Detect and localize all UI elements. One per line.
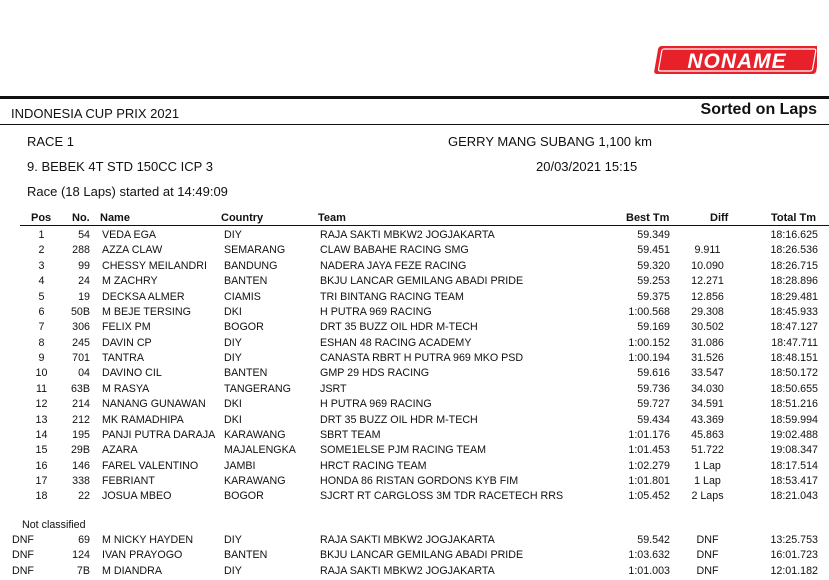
cell-team: BKJU LANCAR GEMILANG ABADI PRIDE (320, 549, 524, 562)
cell-best: 59.253 (637, 275, 670, 288)
sort-label: Sorted on Laps (700, 101, 817, 118)
table-row (0, 320, 829, 335)
header-rule (0, 96, 829, 99)
cell-total: 18:51.216 (770, 398, 818, 411)
cell-total: 18:47.127 (770, 321, 818, 334)
cell-pos: 16 (35, 459, 48, 472)
cell-country: MAJALENGKA (224, 444, 296, 457)
table-row (0, 274, 829, 289)
cell-pos: 14 (35, 428, 48, 441)
cell-team: SBRT TEAM (320, 428, 381, 441)
cell-no: 69 (78, 534, 90, 546)
cell-total: 18:26.715 (770, 259, 818, 272)
cell-best: 1:00.568 (628, 305, 670, 318)
results-table (0, 228, 829, 505)
cell-best: 59.736 (637, 382, 670, 395)
cell-total: 19:02.488 (770, 428, 818, 441)
cell-pos: 13 (35, 413, 48, 426)
cell-total: 18:59.994 (770, 413, 818, 426)
cell-no: 338 (72, 475, 90, 487)
cell-country: DIY (224, 336, 242, 349)
cell-total: 18:29.481 (770, 290, 818, 303)
table-row (0, 336, 829, 351)
cell-total: 18:50.655 (770, 382, 818, 395)
cell-pos: DNF (12, 564, 34, 577)
cell-no: 214 (72, 398, 90, 411)
cell-no: 701 (72, 352, 90, 364)
cell-name: IVAN PRAYOGO (102, 549, 183, 562)
table-row (0, 413, 829, 428)
cell-diff: 31.086 (691, 336, 724, 349)
cell-best: 1:02.279 (628, 459, 670, 472)
cell-name: AZARA (102, 444, 138, 457)
cell-diff: 31.526 (691, 352, 724, 364)
cell-country: BOGOR (224, 321, 264, 334)
cell-diff: 12.856 (691, 290, 724, 303)
cell-no: 99 (78, 259, 90, 272)
cell-diff: 51.722 (691, 444, 724, 457)
col-pos: Pos (31, 212, 52, 224)
cell-total: 19:08.347 (770, 444, 818, 457)
cell-country: DKI (224, 398, 242, 411)
cell-no: 50B (70, 305, 90, 318)
cell-no: 63B (70, 382, 90, 395)
cell-pos: 1 (38, 229, 45, 241)
cell-country: DKI (224, 305, 242, 318)
cell-country: TANGERANG (224, 382, 291, 395)
cell-name: MK RAMADHIPA (102, 413, 184, 426)
cell-diff: 10.090 (691, 259, 724, 272)
cell-best: 1:01.176 (628, 428, 670, 441)
cell-country: CIAMIS (224, 290, 261, 303)
cell-diff: DNF (696, 564, 719, 577)
col-total: Total Tm (771, 212, 817, 224)
race-start: Race (18 Laps) started at 14:49:09 (27, 184, 228, 199)
cell-best: 59.375 (637, 290, 670, 303)
table-row (0, 533, 829, 548)
cell-name: PANJI PUTRA DARAJA (102, 428, 216, 441)
col-country: Country (221, 212, 264, 224)
table-row (0, 228, 829, 243)
cell-pos: 7 (38, 321, 45, 334)
race-datetime: 20/03/2021 15:15 (536, 159, 638, 174)
table-row (0, 428, 829, 443)
cell-pos: 11 (35, 382, 48, 395)
cell-team: H PUTRA 969 RACING (320, 398, 432, 411)
cell-pos: 4 (38, 275, 45, 288)
cell-no: 212 (72, 413, 90, 426)
cell-team: ESHAN 48 RACING ACADEMY (320, 336, 472, 349)
cell-no: 288 (72, 244, 90, 257)
table-row (0, 548, 829, 563)
col-team: Team (318, 212, 346, 224)
cell-name: FEBRIANT (102, 475, 155, 487)
race-name: RACE 1 (27, 134, 74, 149)
col-diff: Diff (710, 212, 729, 224)
cell-pos: DNF (12, 534, 34, 546)
cell-pos: 2 (38, 244, 45, 257)
table-row (0, 564, 829, 579)
cell-team: H PUTRA 969 RACING (320, 305, 432, 318)
cell-team: DRT 35 BUZZ OIL HDR M-TECH (320, 413, 478, 426)
race-venue: GERRY MANG SUBANG 1,100 km (448, 134, 652, 149)
cell-team: TRI BINTANG RACING TEAM (320, 290, 464, 303)
cell-no: 19 (78, 290, 90, 303)
cell-country: KARAWANG (224, 428, 286, 441)
cell-team: DRT 35 BUZZ OIL HDR M-TECH (320, 321, 478, 334)
table-row (0, 305, 829, 320)
cell-best: 59.169 (637, 321, 670, 334)
cell-no: 245 (72, 336, 90, 349)
cell-pos: 17 (35, 475, 48, 487)
cell-name: DAVINO CIL (102, 367, 162, 380)
noname-logo (651, 44, 817, 76)
cell-diff: 29.308 (691, 305, 724, 318)
cell-no: 306 (72, 321, 90, 334)
cell-diff: 34.030 (691, 382, 724, 395)
cell-country: BANTEN (224, 275, 268, 288)
cell-name: AZZA CLAW (102, 244, 163, 257)
table-row (0, 382, 829, 397)
cell-country: KARAWANG (224, 475, 286, 487)
table-row (0, 243, 829, 258)
cell-country: DIY (224, 352, 242, 364)
cell-diff: 43.369 (691, 413, 724, 426)
cell-name: M DIANDRA (102, 564, 162, 577)
cell-country: DIY (224, 564, 242, 577)
table-row (0, 459, 829, 474)
cell-name: JOSUA MBEO (102, 490, 172, 503)
col-no: No. (72, 212, 90, 224)
cell-total: 18:47.711 (771, 336, 818, 349)
cell-best: 59.320 (637, 259, 670, 272)
cell-pos: 3 (38, 259, 45, 272)
cell-name: M NICKY HAYDEN (102, 534, 194, 546)
cell-pos: 10 (35, 367, 48, 380)
cell-team: CLAW BABAHE RACING SMG (320, 244, 469, 257)
cell-best: 1:01.453 (628, 444, 670, 457)
cell-pos: 12 (35, 398, 48, 411)
cell-pos: DNF (12, 549, 34, 562)
cell-pos: 15 (35, 444, 48, 457)
cell-pos: 6 (38, 305, 45, 318)
cell-pos: 18 (35, 490, 48, 503)
cell-best: 1:01.003 (628, 564, 670, 577)
table-row (0, 443, 829, 458)
cell-best: 59.451 (637, 244, 670, 257)
cell-best: 59.727 (637, 398, 670, 411)
cell-total: 12:01.182 (770, 564, 818, 577)
cell-name: M ZACHRY (102, 275, 158, 288)
cell-pos: 8 (38, 336, 45, 349)
cell-best: 59.616 (637, 367, 670, 380)
cell-name: TANTRA (102, 352, 144, 364)
cell-pos: 9 (38, 352, 45, 364)
cell-name: NANANG GUNAWAN (102, 398, 206, 411)
cell-team: GMP 29 HDS RACING (320, 367, 430, 380)
cell-pos: 5 (38, 290, 45, 303)
header-underline (0, 124, 829, 125)
cell-name: VEDA EGA (102, 229, 157, 241)
cell-best: 59.542 (637, 534, 670, 546)
table-row (0, 489, 829, 504)
cell-country: DIY (224, 534, 242, 546)
col-best: Best Tm (626, 212, 670, 224)
cell-best: 1:05.452 (628, 490, 670, 503)
cell-diff: 1 Lap (694, 475, 721, 487)
cell-best: 1:03.632 (628, 549, 670, 562)
not-classified-table (0, 533, 829, 579)
cell-country: BANDUNG (224, 259, 278, 272)
cell-best: 59.434 (637, 413, 670, 426)
cell-team: RAJA SAKTI MBKW2 JOGJAKARTA (320, 534, 495, 546)
table-row (0, 351, 829, 366)
cell-country: BANTEN (224, 367, 268, 380)
cell-diff: 12.271 (691, 275, 724, 288)
race-class: 9. BEBEK 4T STD 150CC ICP 3 (27, 159, 213, 174)
cell-no: 24 (78, 275, 90, 288)
cell-name: M RASYA (102, 382, 150, 395)
cell-diff: 30.502 (691, 321, 724, 334)
cell-country: SEMARANG (224, 244, 286, 257)
cell-country: BANTEN (224, 549, 268, 562)
cell-diff: 1 Lap (694, 459, 721, 472)
cell-total: 18:26.536 (770, 244, 818, 257)
cell-no: 22 (78, 490, 90, 503)
cell-diff: 9.911 (694, 244, 721, 257)
cell-team: SOME1ELSE PJM RACING TEAM (320, 444, 487, 457)
table-row (0, 259, 829, 274)
table-row (0, 474, 829, 489)
cell-name: DECKSA ALMER (102, 290, 185, 303)
cell-name: CHESSY MEILANDRI (102, 259, 207, 272)
table-row (0, 397, 829, 412)
cell-name: FELIX PM (102, 321, 151, 334)
cell-no: 195 (72, 428, 90, 441)
cell-name: FAREL VALENTINO (102, 459, 199, 472)
cell-total: 18:16.625 (770, 229, 818, 241)
logo-text: NONAME (687, 50, 787, 73)
cell-team: HONDA 86 RISTAN GORDONS KYB FIM (320, 475, 519, 487)
cell-team: RAJA SAKTI MBKW2 JOGJAKARTA (320, 229, 495, 241)
cell-team: HRCT RACING TEAM (320, 459, 427, 472)
cell-no: 146 (72, 459, 90, 472)
cell-country: JAMBI (224, 459, 256, 472)
cell-total: 18:53.417 (770, 475, 818, 487)
cell-country: BOGOR (224, 490, 264, 503)
cell-total: 16:01.723 (770, 549, 818, 562)
table-row (0, 290, 829, 305)
cell-country: DKI (224, 413, 242, 426)
cell-total: 18:21.043 (770, 490, 818, 503)
col-name: Name (100, 212, 130, 224)
cell-no: 124 (72, 549, 90, 562)
cell-no: 04 (78, 367, 90, 380)
cell-team: JSRT (320, 382, 347, 395)
cell-total: 18:45.933 (770, 305, 818, 318)
cell-team: RAJA SAKTI MBKW2 JOGJAKARTA (320, 564, 495, 577)
table-row (0, 366, 829, 381)
cell-name: M BEJE TERSING (102, 305, 191, 318)
cell-diff: 2 Laps (691, 490, 724, 503)
cell-diff: 34.591 (691, 398, 724, 411)
cell-best: 1:00.194 (628, 352, 670, 364)
cell-team: BKJU LANCAR GEMILANG ABADI PRIDE (320, 275, 524, 288)
cell-total: 18:48.151 (770, 352, 818, 364)
cell-diff: 33.547 (691, 367, 724, 380)
not-classified-label: Not classified (22, 519, 86, 531)
column-header-rule (20, 225, 829, 226)
cell-name: DAVIN CP (102, 336, 152, 349)
cell-team: SJCRT RT CARGLOSS 3M TDR RACETECH RRS (320, 490, 564, 503)
cell-diff: DNF (696, 534, 719, 546)
cell-total: 18:28.896 (770, 275, 818, 288)
cell-no: 54 (78, 229, 90, 241)
cell-team: CANASTA RBRT H PUTRA 969 MKO PSD (320, 352, 524, 364)
cell-no: 7B (76, 564, 90, 577)
cell-no: 29B (70, 444, 90, 457)
cell-total: 18:17.514 (770, 459, 818, 472)
cell-team: NADERA JAYA FEZE RACING (320, 259, 467, 272)
event-title: INDONESIA CUP PRIX 2021 (11, 106, 180, 121)
cell-total: 18:50.172 (770, 367, 818, 380)
cell-diff: 45.863 (691, 428, 724, 441)
cell-diff: DNF (696, 549, 719, 562)
cell-best: 1:00.152 (628, 336, 670, 349)
cell-best: 1:01.801 (628, 475, 670, 487)
cell-total: 13:25.753 (770, 534, 818, 546)
cell-country: DIY (224, 229, 242, 241)
cell-best: 59.349 (637, 229, 670, 241)
